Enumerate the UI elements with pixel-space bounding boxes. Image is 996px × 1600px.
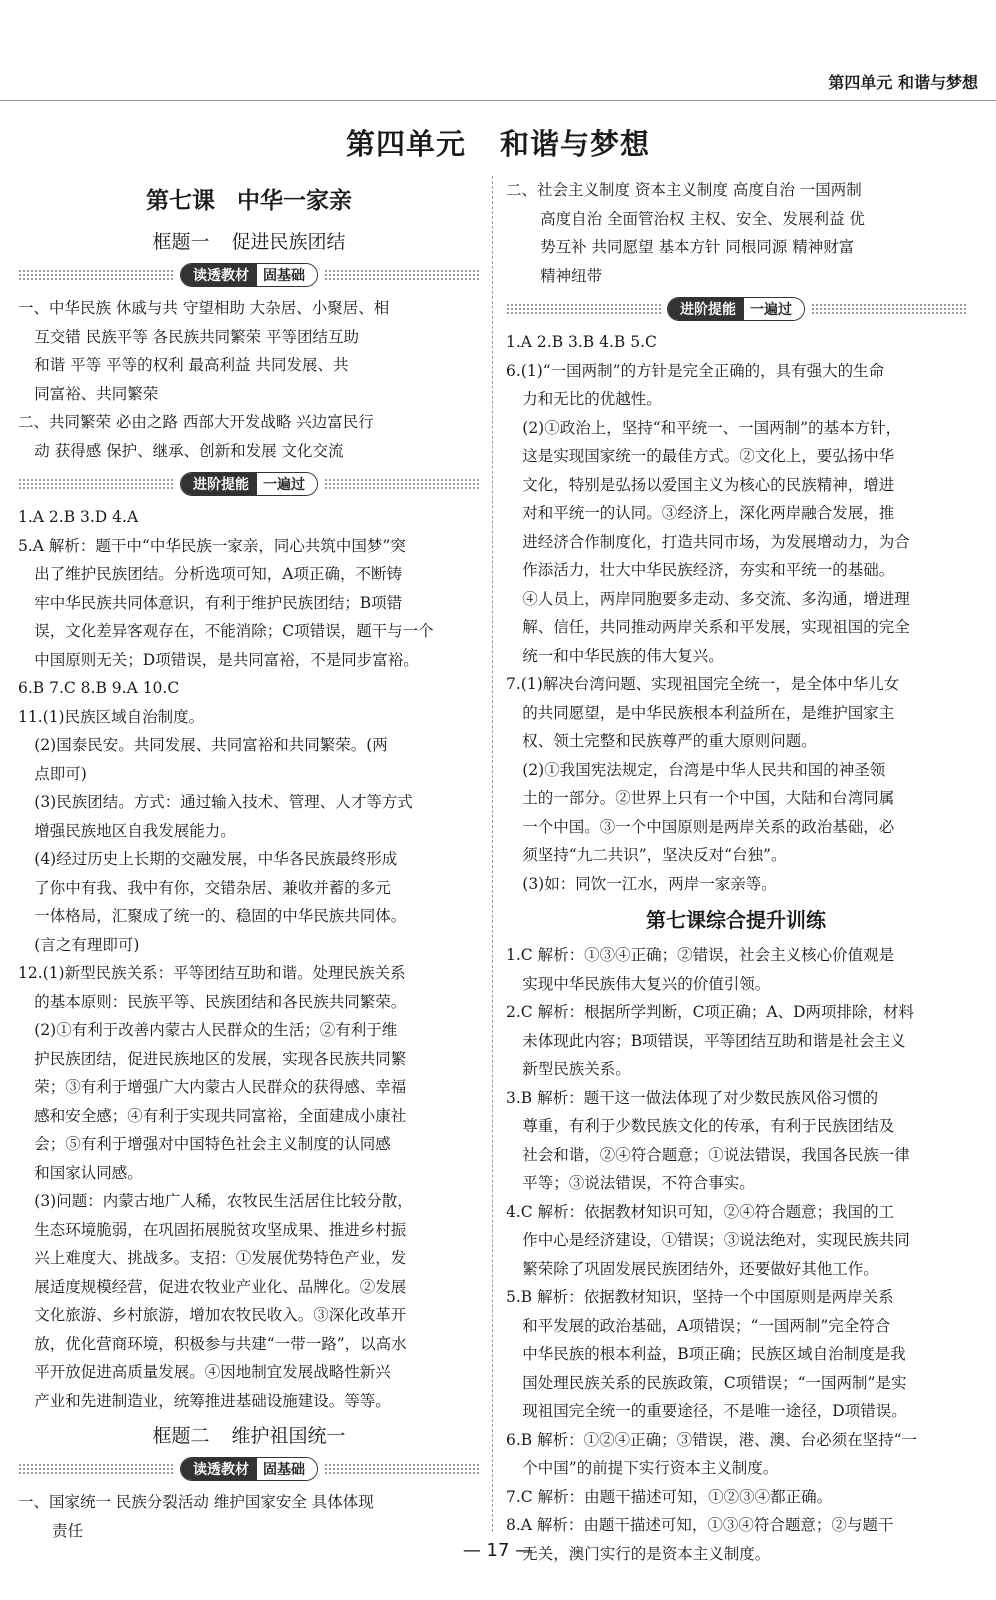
answer-line: 7.(1)解决台湾问题、实现祖国完全统一，是全体中华儿女	[506, 675, 900, 693]
answer-line: 实现中华民族伟大复兴的价值引领。	[522, 974, 771, 993]
answer-line: 4.C 解析：依据教材知识可知，②④符合题意；我国的工	[506, 1202, 895, 1221]
answer-line: 二、共同繁荣 必由之路 西部大开发战略 兴边富民行	[18, 413, 374, 431]
answer-line: 6.B 解析：①②④正确；③错误，港、澳、台必须在坚持“一	[506, 1430, 918, 1449]
answer-line: 1.A 2.B 3.B 4.B 5.C	[506, 333, 657, 351]
answer-line: 6.B 7.C 8.B 9.A 10.C	[18, 679, 180, 697]
answer-q11	[18, 703, 480, 960]
answer-s3	[506, 1084, 966, 1198]
section-banner-read	[18, 1458, 480, 1480]
answer-line: 和谐 平等 平等的权利 最高利益 共同发展、共	[34, 356, 349, 374]
answer-s4	[506, 1198, 966, 1284]
answer-line: (2)国泰民安。共同发展、共同富裕和共同繁荣。(两	[34, 736, 388, 754]
answer-line: 进经济合作制度化，打造共同市场，为发展增动力，为合	[522, 532, 910, 551]
answer-line: 作中心是经济建设，①错误；③说法绝对，实现民族共同	[522, 1231, 910, 1249]
answer-line: 生态环境脆弱，在巩固拓展脱贫攻坚成果、推进乡村振	[34, 1220, 407, 1239]
answer-line: (4)经过历史上长期的交融发展，中华各民族最终形成	[34, 850, 398, 868]
answer-line: 8.A 解析：由题干描述可知，①③④符合题意；②与题干	[506, 1516, 894, 1534]
topic-title-2	[18, 1421, 480, 1448]
section-banner-advance	[506, 298, 966, 320]
lesson-name: 中华一家亲	[237, 188, 352, 214]
answer-line: 动 获得感 保护、继承、创新和发展 文化交流	[34, 441, 344, 460]
fill-answers-2	[18, 1488, 480, 1545]
answer-line: 繁荣除了巩固发展民族团结外，还要做好其他工作。	[522, 1259, 879, 1278]
answer-line: 互交错 民族平等 各民族共同繁荣 平等团结互助	[34, 327, 360, 346]
left-column	[18, 176, 480, 1545]
answer-line: (2)①政治上，坚持“和平统一、一国两制”的基本方针，	[522, 418, 902, 437]
answer-line: 11.(1)民族区域自治制度。	[18, 707, 205, 726]
answer-line: 现祖国完全统一的重要途径，不是唯一途径，D项错误。	[522, 1402, 907, 1420]
topic-name: 维护祖国统一	[231, 1425, 346, 1447]
answer-line: 放，优化营商环境，积极参与共建“一带一路”，以高水	[34, 1334, 407, 1353]
answer-s1	[506, 941, 966, 998]
topic-title-1	[18, 227, 480, 254]
answer-line: 个中国”的前提下实行资本主义制度。	[522, 1459, 779, 1477]
banner-tag: 进阶提能 一遍过	[180, 472, 318, 496]
answer-line: 5.B 解析：依据教材知识，坚持一个中国原则是两岸关系	[506, 1288, 894, 1306]
answer-line: 平等；③说法错误，不符合事实。	[522, 1174, 755, 1192]
answer-line: 文化，特别是弘扬以爱国主义为核心的民族精神，增进	[522, 475, 895, 494]
answer-line: 和平发展的政治基础，A项错误；“一国两制”完全符合	[522, 1316, 891, 1335]
answer-line: (言之有理即可)	[34, 935, 140, 954]
answer-line: 护民族团结，促进民族地区的发展，实现各民族共同繁	[34, 1049, 407, 1068]
answer-line: 土的一部分。②世界上只有一个中国，大陆和台湾同属	[522, 789, 895, 807]
answer-line: 6.(1)“一国两制”的方针是完全正确的，具有强大的生命	[506, 361, 885, 380]
topic-name: 促进民族团结	[231, 231, 346, 253]
answer-line: 一个中国。③一个中国原则是两岸关系的政治基础，必	[522, 817, 895, 836]
answer-line: 新型民族关系。	[522, 1060, 631, 1078]
answer-line: 解、信任，共同推动两岸关系和平发展，实现祖国的完全	[522, 618, 910, 636]
answer-line: 了你中有我、我中有你，交错杂居、兼收并蓄的多元	[34, 878, 391, 897]
answer-s2	[506, 998, 966, 1084]
banner-tag: 读透教材 固基础	[180, 1457, 318, 1481]
answer-line: 3.B 解析：题干这一做法体现了对少数民族风俗习惯的	[506, 1088, 879, 1107]
answer-line: (3)如：同饮一江水，两岸一家亲等。	[522, 874, 777, 893]
answer-line: 势互补 共同愿望 基本方针 同根同源 精神财富	[540, 238, 855, 256]
lesson-title	[18, 182, 480, 215]
answer-line: 12.(1)新型民族关系：平等团结互助和谐。处理民族关系	[18, 964, 406, 982]
answer-line: 作添活力，壮大中华民族经济，夯实和平统一的基础。	[522, 561, 895, 579]
answer-line: 对和平统一的认同。③经济上，深化两岸融合发展，推	[522, 504, 895, 522]
topic-number: 框题二	[152, 1425, 210, 1447]
answer-q12	[18, 959, 480, 1415]
answer-line: 一、中华民族 休戚与共 守望相助 大杂居、小聚居、相	[18, 299, 390, 317]
answer-line: 一体格局，汇聚成了统一的、稳固的中华民族共同体。	[34, 907, 407, 925]
answer-line: 高度自治 全面管治权 主权、安全、发展利益 优	[540, 209, 865, 228]
fill-answers-3	[506, 176, 966, 290]
answer-line: 感和安全感；④有利于实现共同富裕，全面建成小康社	[34, 1106, 407, 1125]
answer-line: 一、国家统一 民族分裂活动 维护国家安全 具体体现	[18, 1493, 374, 1511]
page-number: — 17 —	[462, 1540, 534, 1561]
answer-q6	[506, 357, 966, 671]
answer-line: 点即可)	[34, 764, 87, 783]
answer-line: 和国家认同感。	[34, 1163, 143, 1182]
answer-line: 5.A 解析：题干中“中华民族一家亲，同心共筑中国梦”突	[18, 536, 406, 555]
answer-line: 二、社会主义制度 资本主义制度 高度自治 一国两制	[506, 181, 862, 199]
answer-line: 中国原则无关；D项错误，是共同富裕，不是同步富裕。	[34, 650, 419, 669]
fill-answers-1	[18, 294, 480, 465]
running-head: 第四单元 和谐与梦想	[828, 73, 978, 92]
section-banner-advance	[18, 473, 480, 495]
answer-line: (3)问题：内蒙古地广人稀，农牧民生活居住比较分散，	[34, 1192, 413, 1210]
answer-line: 这是实现国家统一的最佳方式。②文化上，要弘扬中华	[522, 447, 895, 465]
answer-line: 1.C 解析：①③④正确；②错误，社会主义核心价值观是	[506, 946, 895, 964]
header-rule	[0, 100, 996, 101]
answer-line: 同富裕、共同繁荣	[34, 384, 159, 403]
right-column	[506, 176, 966, 1568]
answer-line: 荣；③有利于增强广大内蒙古人民群众的获得感、幸福	[34, 1078, 407, 1096]
lesson-number: 第七课	[146, 188, 215, 214]
answer-line: 兴上难度大、挑战多。支招：①发展优势特色产业，发	[34, 1249, 407, 1267]
topic-number: 框题一	[152, 231, 210, 253]
banner-tag: 读透教材 固基础	[180, 263, 318, 287]
answer-line: 责任	[52, 1521, 84, 1540]
answer-line: 会；⑤有利于增强对中国特色社会主义制度的认同感	[34, 1135, 391, 1153]
answer-line: 的基本原则：民族平等、民族团结和各民族共同繁荣。	[34, 992, 407, 1011]
unit-title-name: 和谐与梦想	[500, 127, 651, 161]
answer-line: 须坚持“九二共识”，坚决反对“台独”。	[522, 846, 787, 864]
unit-title-number: 第四单元	[345, 127, 466, 161]
column-divider	[492, 176, 493, 1532]
answer-line: 误，文化差异客观存在，不能消除；C项错误，题干与一个	[34, 622, 434, 640]
unit-title	[0, 122, 996, 163]
answer-line: 力和无比的优越性。	[522, 390, 662, 408]
answer-s7	[506, 1483, 966, 1512]
answer-line: 未体现此内容；B项错误，平等团结互助和谐是社会主义	[522, 1031, 906, 1050]
answer-line: 文化旅游、乡村旅游，增加农牧民收入。③深化改革开	[34, 1306, 407, 1324]
answer-line: 的共同愿望，是中华民族根本利益所在，是维护国家主	[522, 703, 895, 722]
answer-line: 社会和谐，②④符合题意；①说法错误，我国各民族一律	[522, 1145, 910, 1164]
answer-line: (3)民族团结。方式：通过输入技术、管理、人才等方式	[34, 793, 413, 811]
answer-line: ④人员上，两岸同胞要多走动、多交流、多沟通，增进理	[522, 589, 910, 608]
answer-line: 中华民族的根本利益，B项正确；民族区域自治制度是我	[522, 1345, 906, 1363]
answer-line: 2.C 解析：根据所学判断，C项正确；A、D两项排除，材料	[506, 1003, 915, 1021]
answer-line: 统一和中华民族的伟大复兴。	[522, 646, 724, 665]
answer-q5	[18, 532, 480, 675]
answer-line: 展适度规模经营，促进农牧业产业化、品牌化。②发展	[34, 1277, 407, 1296]
answer-line: 增强民族地区自我发展能力。	[34, 821, 236, 840]
answer-line: 权、领土完整和民族尊严的重大原则问题。	[522, 732, 817, 750]
answer-q7	[506, 670, 966, 898]
answer-line: 无关，澳门实行的是资本主义制度。	[522, 1544, 771, 1563]
answer-line: (2)①我国宪法规定，台湾是中华人民共和国的神圣领	[522, 760, 886, 779]
answer-line: 尊重，有利于少数民族文化的传承，有利于民族团结及	[522, 1117, 895, 1135]
answer-line: 7.C 解析：由题干描述可知，①②③④都正确。	[506, 1487, 833, 1506]
answer-line: 产业和先进制造业，统筹推进基础设施建设。等等。	[34, 1391, 391, 1410]
answer-line: 1.A 2.B 3.D 4.A	[18, 508, 139, 526]
answer-line: 国处理民族关系的民族政策，C项错误；“一国两制”是实	[522, 1373, 907, 1392]
banner-tag: 进阶提能 一遍过	[667, 297, 805, 321]
section-banner-read	[18, 264, 480, 286]
answer-line: 精神纽带	[540, 266, 603, 285]
answer-line: 出了维护民族团结。分析选项可知，A项正确，不断铸	[34, 565, 402, 583]
answer-line: 牢中华民族共同体意识，有利于维护民族团结；B项错	[34, 593, 403, 612]
answer-s5	[506, 1283, 966, 1426]
answer-line: (2)①有利于改善内蒙古人民群众的生活；②有利于维	[34, 1021, 398, 1039]
answer-line: 平开放促进高质量发展。④因地制宜发展战略性新兴	[34, 1363, 391, 1381]
section-title: 第七课综合提升训练	[646, 908, 826, 932]
answer-s6	[506, 1426, 966, 1483]
